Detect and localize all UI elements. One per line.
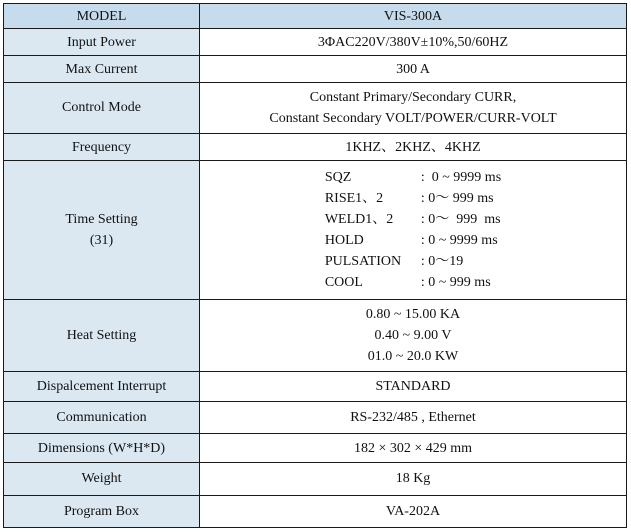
list-item [325, 251, 501, 272]
table-row-heat-setting [4, 299, 627, 372]
table-row-model [4, 4, 627, 29]
communication-label: Communication [4, 401, 200, 433]
time-key: SQZ [324, 170, 352, 186]
table-row-displacement [4, 372, 627, 401]
input-power-value: 3ΦAC220V/380V±10%,50/60HZ [200, 29, 627, 56]
control-mode-line-1: Constant Primary/Secondary CURR, [309, 89, 517, 105]
time-setting-value [200, 161, 627, 299]
time-setting-count: (31) [89, 233, 114, 249]
time-range: : 0～ 999 ms [420, 212, 501, 228]
max-current-label: Max Current [4, 56, 200, 82]
time-range: : 0 ~ 9999 ms [420, 170, 502, 186]
table-row-program-box [4, 495, 627, 527]
weight-label: Weight [4, 463, 200, 495]
spec-table [3, 3, 627, 528]
communication-value: RS-232/485 , Ethernet [200, 401, 627, 433]
program-box-value: VA-202A [200, 495, 627, 527]
list-item [325, 167, 501, 188]
time-setting-list [325, 167, 501, 293]
displacement-value: STANDARD [200, 372, 627, 401]
control-mode-label: Control Mode [4, 82, 200, 133]
table-row-input-power [4, 29, 627, 56]
dimensions-label: Dimensions (W*H*D) [4, 434, 200, 463]
time-key: WELD1、2 [324, 212, 394, 228]
heat-power-range: 01.0 ~ 20.0 KW [367, 349, 459, 365]
heat-current-range: 0.80 ~ 15.00 KA [365, 307, 461, 323]
table-row-frequency [4, 134, 627, 161]
time-key: HOLD [324, 233, 364, 249]
table-row-dimensions [4, 434, 627, 463]
time-setting-label [4, 161, 200, 299]
time-key: RISE1、2 [324, 191, 384, 207]
time-key: PULSATION [324, 254, 402, 270]
list-item [325, 272, 501, 293]
time-range: : 0～19 [420, 254, 464, 270]
weight-value: 18 Kg [200, 463, 627, 495]
list-item [325, 209, 501, 230]
time-range: : 0 ~ 999 ms [420, 275, 491, 291]
control-mode-line-2: Constant Secondary VOLT/POWER/CURR-VOLT [269, 110, 557, 126]
model-label: MODEL [4, 4, 200, 29]
displacement-label: Dispalcement Interrupt [4, 372, 200, 401]
table-row-communication [4, 401, 627, 433]
frequency-label: Frequency [4, 134, 200, 161]
program-box-label: Program Box [4, 495, 200, 527]
time-range: : 0 ~ 9999 ms [420, 233, 498, 249]
list-item [325, 230, 501, 251]
heat-voltage-range: 0.40 ~ 9.00 V [374, 328, 452, 344]
heat-setting-value [200, 299, 627, 372]
frequency-value: 1KHZ、2KHZ、4KHZ [200, 134, 627, 161]
list-item [325, 188, 501, 209]
table-row-max-current [4, 56, 627, 82]
table-row-time-setting [4, 161, 627, 299]
heat-setting-label: Heat Setting [4, 299, 200, 372]
input-power-label: Input Power [4, 29, 200, 56]
time-range: : 0～ 999 ms [420, 191, 494, 207]
control-mode-value [200, 82, 627, 133]
model-value: VIS-300A [200, 4, 627, 29]
table-row-control-mode [4, 82, 627, 133]
table-row-weight [4, 463, 627, 495]
max-current-value: 300 A [200, 56, 627, 82]
time-key: COOL [324, 275, 363, 291]
dimensions-value: 182 × 302 × 429 mm [200, 434, 627, 463]
time-setting-title: Time Setting [65, 212, 138, 228]
